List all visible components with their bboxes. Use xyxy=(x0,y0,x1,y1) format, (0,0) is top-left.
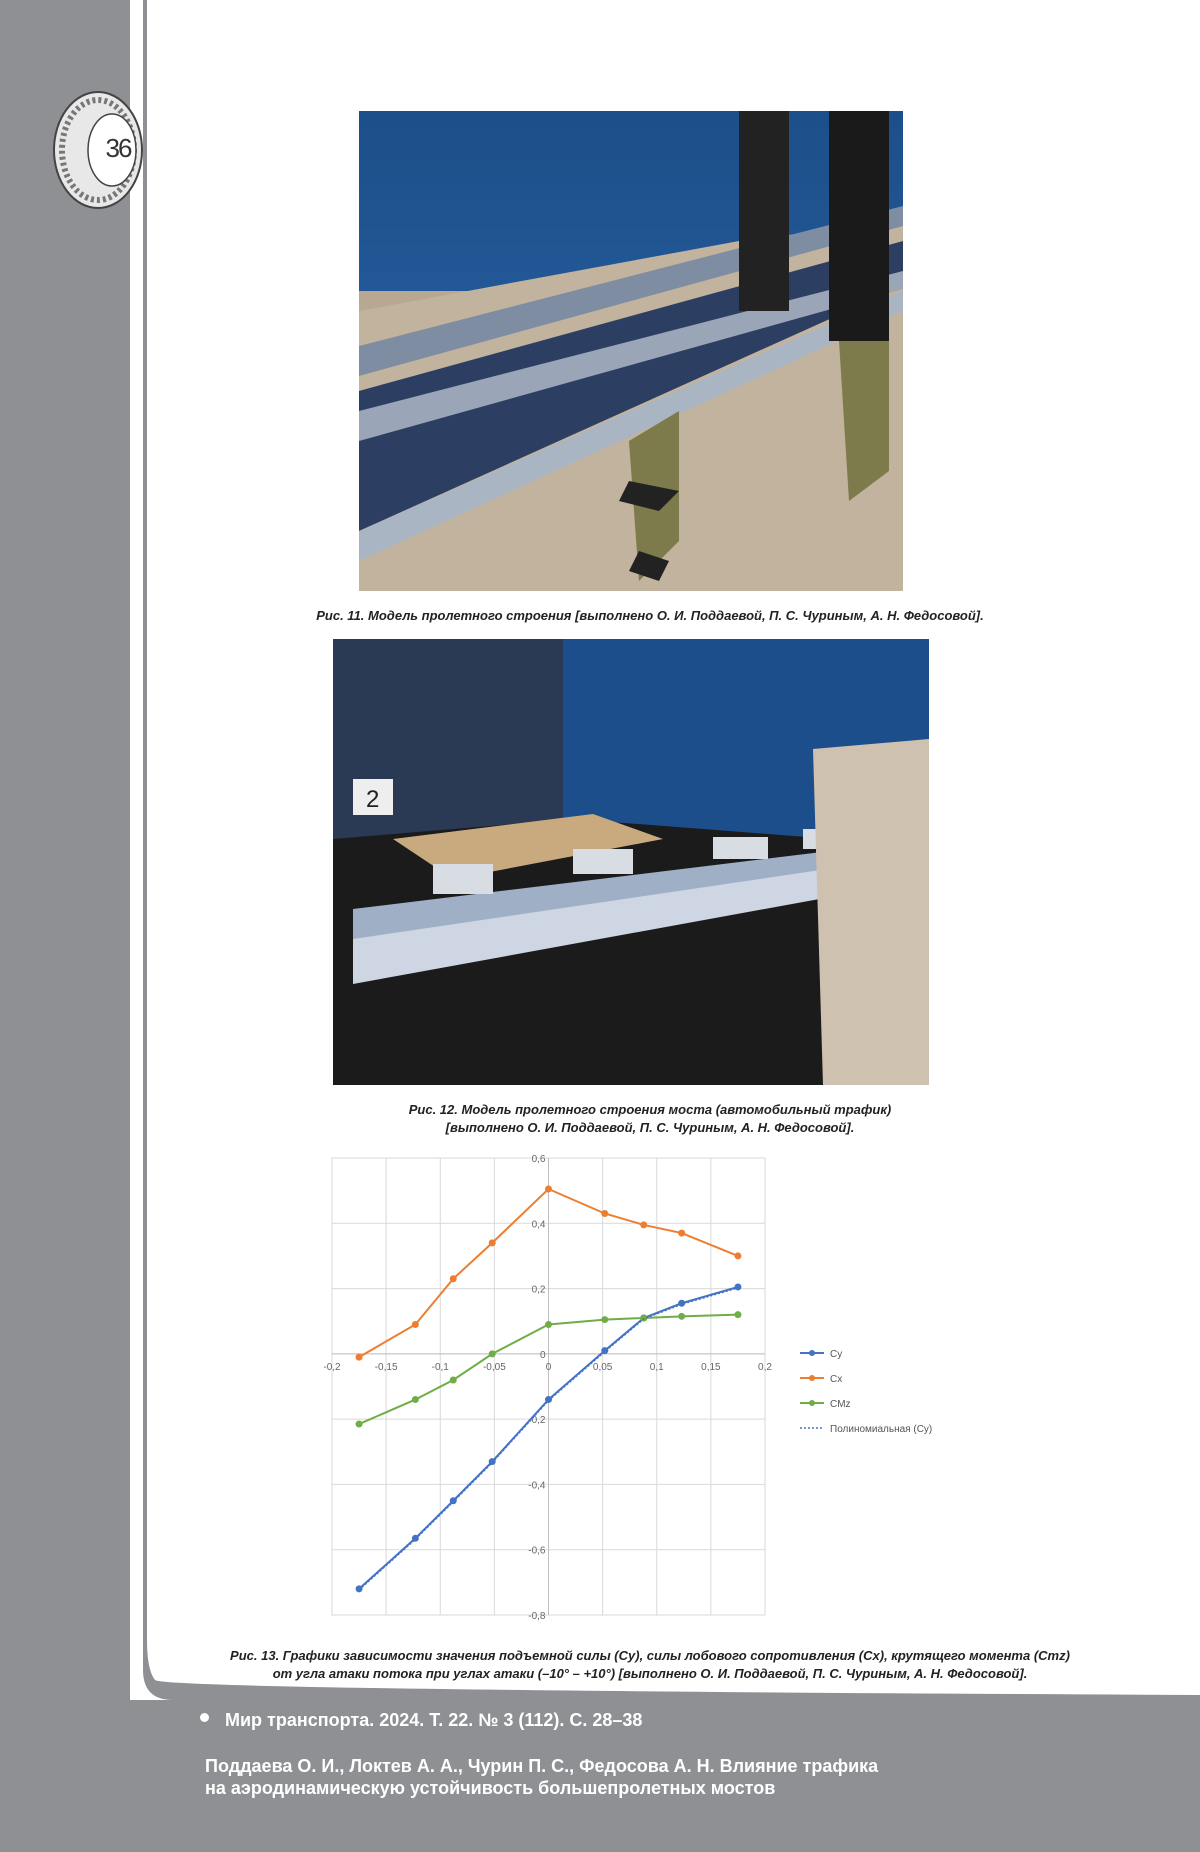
figure-13-caption-line2: от угла атаки потока при углах атаки (–10° – +10°) [выполнено О. И. Поддаевой, П. С. Чуриным, А. Н. Федосовой]. xyxy=(272,1666,1028,1681)
y-tick-label: 0,2 xyxy=(531,1284,546,1296)
x-tick-label: -0,2 xyxy=(323,1361,341,1373)
data-point-cx xyxy=(489,1239,496,1246)
y-tick-label: -0,2 xyxy=(528,1415,546,1427)
page-number: 36 xyxy=(105,133,131,163)
bullet-icon xyxy=(200,1713,209,1722)
data-point-cx xyxy=(450,1275,457,1282)
legend-marker xyxy=(809,1400,815,1406)
data-point-cmz xyxy=(412,1396,419,1403)
legend-marker xyxy=(809,1375,815,1381)
legend-marker xyxy=(809,1350,815,1356)
data-point-cx xyxy=(356,1354,363,1361)
footer-curve xyxy=(143,1640,1200,1700)
x-tick-label: -0,15 xyxy=(374,1361,398,1373)
figure-11-caption: Рис. 11. Модель пролетного строения [выполнено О. И. Поддаевой, П. С. Чуриным, А. Н. Федосовой]. xyxy=(316,608,984,623)
sidebar-band xyxy=(0,0,130,1852)
sidebar-line xyxy=(143,0,147,1660)
figure-11-photo xyxy=(359,111,903,591)
x-tick-label: 0 xyxy=(545,1361,552,1373)
authors-line-2: на аэродинамическую устойчивость большепролетных мостов xyxy=(205,1778,776,1798)
y-tick-label: -0,4 xyxy=(528,1480,546,1492)
y-tick-label: 0 xyxy=(539,1349,546,1361)
svg-text:2: 2 xyxy=(366,786,380,813)
x-tick-label: -0,1 xyxy=(431,1361,449,1373)
data-point-cx xyxy=(545,1186,552,1193)
data-point-cx xyxy=(412,1321,419,1328)
x-tick-label: 0,2 xyxy=(758,1361,772,1373)
figure-12-caption-line2: [выполнено О. И. Поддаевой, П. С. Чуриным, А. Н. Федосовой]. xyxy=(445,1120,855,1135)
x-tick-label: 0,1 xyxy=(649,1361,664,1373)
data-point-cmz xyxy=(489,1350,496,1357)
legend-label: Cx xyxy=(830,1374,843,1385)
legend-label: Cy xyxy=(830,1349,843,1360)
authors-citation xyxy=(205,1755,878,1799)
data-point-cmz xyxy=(601,1316,608,1323)
y-tick-label: -0,6 xyxy=(528,1545,546,1557)
y-tick-label: -0,8 xyxy=(528,1611,546,1622)
authors-line-1: Поддаева О. И., Локтев А. А., Чурин П. С., Федосова А. Н. Влияние трафика xyxy=(205,1756,879,1776)
figure-13-caption-line1: Рис. 13. Графики зависимости значения подъемной силы (Cy), силы лобового сопротивления (Cx), крутящего момента (Cmz) xyxy=(230,1648,1070,1663)
data-point-cy xyxy=(601,1347,608,1354)
data-point-cmz xyxy=(356,1421,363,1428)
x-tick-label: 0,15 xyxy=(701,1361,721,1373)
legend-label: CMz xyxy=(830,1399,851,1410)
figure-12-photo xyxy=(333,639,929,1085)
y-tick-label: 0,6 xyxy=(531,1154,546,1165)
data-point-cmz xyxy=(545,1321,552,1328)
data-point-cx xyxy=(640,1221,647,1228)
legend-label: Полиномиальная (Cy) xyxy=(830,1424,933,1435)
figure-13-chart xyxy=(320,1150,980,1630)
journal-reference: Мир транспорта. 2024. Т. 22. № 3 (112). С. 28–38 xyxy=(225,1710,643,1730)
data-point-cx xyxy=(734,1252,741,1259)
data-point-cy xyxy=(545,1396,552,1403)
data-point-cx xyxy=(601,1210,608,1217)
data-point-cx xyxy=(678,1230,685,1237)
y-tick-label: 0,4 xyxy=(531,1219,546,1231)
figure-12-caption-line1: Рис. 12. Модель пролетного строения моста (автомобильный трафик) xyxy=(408,1102,892,1117)
data-point-cmz xyxy=(678,1313,685,1320)
data-point-cmz xyxy=(734,1311,741,1318)
x-tick-label: 0,05 xyxy=(592,1361,613,1373)
data-point-cmz xyxy=(450,1376,457,1383)
x-tick-label: -0,05 xyxy=(482,1361,506,1373)
